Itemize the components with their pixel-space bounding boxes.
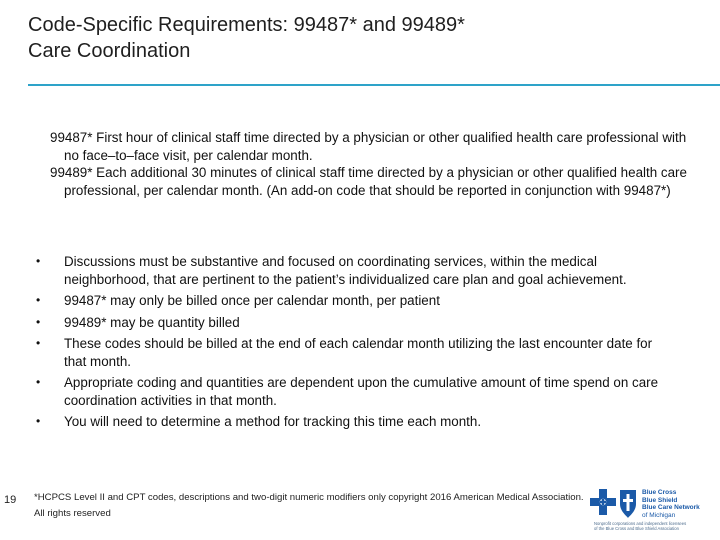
list-item — [36, 253, 676, 288]
code-definition-99487: 99487* First hour of clinical staff time directed by a physician or other qualified health care professional with no face–to–face visit, per calendar month. — [50, 130, 687, 163]
logo-line: Blue Care Network — [642, 504, 700, 511]
list-item-text: 99487* may only be billed once per calendar month, per patient — [64, 293, 440, 308]
list-item-text: These codes should be billed at the end of each calendar month utilizing the last encounter date for that month. — [64, 336, 653, 369]
list-item — [36, 413, 676, 431]
list-item — [36, 374, 676, 409]
bullet-icon: • — [36, 314, 41, 329]
list-item-text: 99489* may be quantity billed — [64, 314, 240, 330]
cross-shield-logo-icon — [590, 487, 640, 521]
bullet-icon: • — [36, 293, 41, 307]
slide-title-line1: Code-Specific Requirements: 99487* and 99489* — [28, 14, 465, 36]
requirements-list — [36, 253, 676, 431]
list-item-text: Discussions must be substantive and focused on coordinating services, within the medical neighborhood, that are pertinent to the patient’s individualized care plan and goal achievement. — [64, 254, 627, 287]
list-item — [36, 292, 676, 310]
list-item — [36, 314, 676, 332]
footnote-line2: All rights reserved — [34, 508, 111, 519]
logo-line: Blue Cross — [642, 489, 677, 496]
slide-title — [28, 12, 668, 64]
fine-print-line: of the Blue Cross and Blue Shield Association — [594, 526, 679, 531]
bullet-icon: • — [36, 414, 41, 428]
logo-fine-print — [594, 521, 686, 531]
page-number: 19 — [4, 494, 17, 506]
slide-title-line2: Care Coordination — [28, 40, 191, 62]
list-item-text: You will need to determine a method for tracking this time each month. — [64, 414, 482, 429]
footnote-line1: *HCPCS Level II and CPT codes, descriptions and two-digit numeric modifiers only copyright 2016 American Medical Association. — [34, 492, 584, 503]
list-item — [36, 335, 676, 370]
bullet-icon: • — [36, 336, 41, 350]
bcbsm-logo — [590, 487, 716, 533]
logo-wordmark — [642, 489, 700, 519]
code-definitions — [50, 129, 690, 199]
list-item-text: Appropriate coding and quantities are dependent upon the cumulative amount of time spend on care coordination activities in that month. — [64, 375, 659, 408]
fine-print-line: Nonprofit corporations and independent licensees — [594, 521, 687, 526]
copyright-footnote — [34, 490, 624, 522]
logo-line: of Michigan — [642, 511, 676, 519]
title-divider — [28, 84, 720, 86]
bullet-icon: • — [36, 254, 41, 268]
bullet-icon: • — [36, 375, 41, 389]
logo-line: Blue Shield — [642, 496, 678, 504]
code-definition-99489: 99489* Each additional 30 minutes of clinical staff time directed by a physician or other qualified health care professional, per calendar month. (An add-on code that should be reported in conjunction with 99487*) — [50, 165, 687, 198]
